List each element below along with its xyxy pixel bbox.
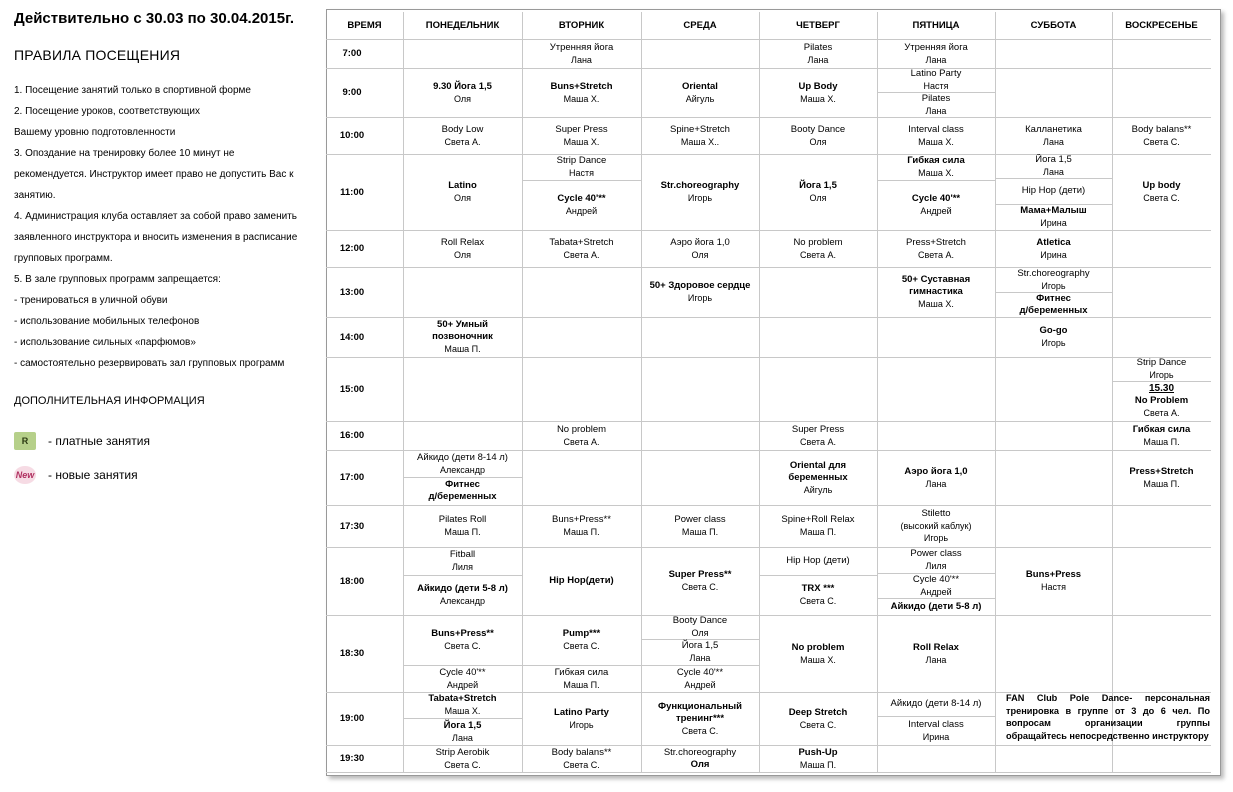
class-name: Фитнес <box>1036 292 1071 304</box>
class-name-line: Оля <box>690 758 710 770</box>
class-cell <box>522 180 641 230</box>
instructor-name: Александр <box>439 464 486 475</box>
instructor-name: Оля <box>691 249 709 260</box>
instructor-name: Ирина <box>922 731 950 742</box>
instructor-name: Андрей <box>565 206 598 216</box>
class-cell <box>522 154 641 180</box>
instructor-name: Маша П. <box>681 527 719 537</box>
instructor-name: Света С. <box>681 725 719 736</box>
class-cell <box>995 204 1112 230</box>
time-label: 18:30 <box>339 648 365 659</box>
instructor-name: Света С. <box>563 641 600 651</box>
class-name: Push-Up <box>798 746 838 758</box>
instructor-name: Маша П. <box>1143 436 1180 447</box>
class-cell <box>995 178 1112 204</box>
class-name: Hip Hop (дети) <box>1021 185 1086 196</box>
rule-line: 3. Опоздание на тренировку более 10 минут не <box>14 148 235 159</box>
instructor-name: Света С. <box>444 759 481 770</box>
class-cell <box>641 267 759 317</box>
instructor-name: Маша П. <box>563 679 600 690</box>
instructor-name: Маша Х. <box>444 706 481 716</box>
instructor-name: Оля <box>453 93 472 104</box>
class-name: Press+Stretch <box>906 236 966 248</box>
time-label: 7:00 <box>342 48 362 59</box>
class-name: Super Press <box>555 123 608 135</box>
class-cell <box>759 692 877 745</box>
class-name: Функциональный <box>658 700 742 712</box>
class-cell <box>995 317 1112 357</box>
class-cell <box>877 180 995 230</box>
class-name: Up body <box>1142 180 1181 191</box>
class-name: Айкидо (дети 5-8 л) <box>890 600 982 612</box>
column-header: ПОНЕДЕЛЬНИК <box>425 20 500 31</box>
class-cell <box>403 575 522 615</box>
class-name: Hip Hop(дети) <box>549 575 614 586</box>
class-name: Power class <box>674 514 726 525</box>
instructor-name: Оля <box>691 628 709 638</box>
class-name: 9.30 Йога 1,5 <box>433 80 492 92</box>
instructor-name: Маша Х. <box>918 299 954 309</box>
class-name-line: тренинг*** <box>675 712 725 724</box>
rule-line: 4. Администрация клуба оставляет за собой право заменить <box>14 211 297 222</box>
class-name: Latino Party <box>910 68 962 79</box>
class-cell <box>641 117 759 154</box>
class-cell <box>522 39 641 68</box>
class-name: TRX *** <box>801 583 835 594</box>
rule-line: - самостоятельно резервировать зал групповых программ <box>14 358 285 369</box>
class-name: Йога 1,5 <box>681 640 719 651</box>
instructor-name: Лана <box>571 54 592 65</box>
class-name: 15.30 <box>1148 383 1175 394</box>
class-cell <box>403 154 522 230</box>
class-cell <box>403 547 522 575</box>
time-label: 19:30 <box>339 753 365 764</box>
class-name: Йога 1,5 <box>799 180 837 191</box>
class-name: Str.choreography <box>663 746 737 758</box>
class-cell <box>759 39 877 68</box>
class-cell <box>641 505 759 547</box>
instructor-name: Маша Х. <box>563 136 600 147</box>
class-cell <box>403 615 522 665</box>
class-cell <box>877 615 995 692</box>
time-label: 16:00 <box>339 430 365 441</box>
instructor-name: Света А. <box>563 249 600 260</box>
class-name: Buns+Press** <box>552 514 611 525</box>
class-name: 50+ Умный <box>437 319 488 330</box>
class-cell <box>877 573 995 598</box>
paid-class-icon: R <box>14 432 36 450</box>
class-cell <box>403 505 522 547</box>
class-cell <box>522 117 641 154</box>
class-name-line: д/беременных <box>428 491 497 502</box>
class-name: Booty Dance <box>672 615 728 626</box>
class-name: Cycle 40'** <box>676 666 724 678</box>
time-label: 17:00 <box>339 472 365 483</box>
class-name: Stiletto <box>921 508 951 519</box>
class-cell <box>403 665 522 692</box>
class-name: Buns+Press <box>1025 569 1082 580</box>
class-name: Press+Stretch <box>1129 465 1194 477</box>
class-name: Cycle 40'** <box>439 666 486 678</box>
class-name: Strip Aerobik <box>435 746 490 758</box>
class-name: Power class <box>910 548 962 559</box>
class-cell <box>759 117 877 154</box>
instructor-name: Ирина <box>1040 218 1067 228</box>
instructor-name: Маша П. <box>444 527 481 537</box>
class-name: Pump*** <box>562 628 601 639</box>
class-name: Go-go <box>1039 325 1068 336</box>
class-cell <box>877 230 995 267</box>
instructor-name: Маша П. <box>799 759 837 770</box>
class-cell <box>403 477 522 505</box>
instructor-name: Айгуль <box>685 93 715 104</box>
class-name: Утренняя йога <box>549 41 614 53</box>
class-name: Аэро йога 1,0 <box>904 465 968 477</box>
instructor-name: Маша Х. <box>563 93 600 104</box>
class-name: Latino <box>448 180 477 191</box>
time-label: 9:00 <box>342 87 362 98</box>
time-label: 11:00 <box>340 186 364 198</box>
instructor-name: Света А. <box>800 436 836 447</box>
class-cell <box>759 154 877 230</box>
instructor-name: Маша Х. <box>918 136 954 147</box>
class-cell <box>759 745 877 772</box>
instructor-name: Игорь <box>1149 370 1174 380</box>
instructor-name: Лана <box>1043 167 1064 177</box>
class-name: Body balans** <box>1131 123 1192 135</box>
class-cell <box>995 547 1112 615</box>
class-cell <box>759 505 877 547</box>
instructor-name: Маша Х. <box>800 93 836 104</box>
class-name: Айкидо (дети 5-8 л) <box>417 583 508 594</box>
class-cell <box>877 716 995 745</box>
instructor-name: Игорь <box>1041 338 1066 348</box>
class-cell <box>995 230 1112 267</box>
class-name: Гибкая сила <box>554 666 609 678</box>
class-name: Pilates Roll <box>438 514 487 525</box>
instructor-name: Света А. <box>800 249 836 260</box>
instructor-name: Оля <box>453 249 472 260</box>
class-cell <box>759 421 877 450</box>
class-cell <box>759 450 877 505</box>
instructor-name: (высокий каблук) <box>900 521 972 531</box>
class-name-line: No Problem <box>1134 395 1189 406</box>
instructor-name: Света С. <box>799 596 837 606</box>
class-cell <box>759 230 877 267</box>
time-label: 18:00 <box>339 575 365 587</box>
rules-heading: ПРАВИЛА ПОСЕЩЕНИЯ <box>14 47 181 63</box>
column-header: ЧЕТВЕРГ <box>796 20 840 31</box>
class-name: No problem <box>791 641 845 653</box>
instructor-name: Лана <box>925 654 947 665</box>
class-name: Super Press <box>791 423 845 435</box>
class-cell <box>877 505 995 547</box>
class-name: Oriental для <box>789 459 847 471</box>
class-name: Buns+Stretch <box>550 80 613 92</box>
rule-line: групповых программ. <box>14 253 113 264</box>
class-cell <box>877 154 995 180</box>
instructor-name: Света С. <box>563 759 600 770</box>
class-name: Tabata+Stretch <box>428 693 497 704</box>
instructor-name: Маша Х.. <box>680 136 720 147</box>
class-cell <box>403 230 522 267</box>
class-cell <box>403 745 522 772</box>
class-cell <box>522 230 641 267</box>
rule-line: 2. Посещение уроков, соответствующих <box>14 106 200 117</box>
column-header: СРЕДА <box>683 20 717 31</box>
class-name: Йога 1,5 <box>1035 154 1072 165</box>
class-name: Up Body <box>798 80 838 92</box>
instructor-name: Лана <box>807 54 829 65</box>
instructor-name: Света С. <box>681 582 719 592</box>
class-name: Spine+Roll Relax <box>781 514 855 525</box>
class-name: Йога 1,5 <box>443 719 482 731</box>
class-cell <box>877 267 995 317</box>
instructor-name: Игорь <box>687 293 713 303</box>
time-label: 19:00 <box>339 713 365 724</box>
class-name: Deep Stretch <box>788 706 848 718</box>
class-name: Pilates <box>803 41 833 53</box>
class-name: Body Low <box>441 123 484 135</box>
class-cell <box>522 68 641 117</box>
class-cell <box>995 267 1112 292</box>
class-name: Айкидо (дети 8-14 л) <box>890 698 982 709</box>
column-header: ВРЕМЯ <box>347 20 382 31</box>
rule-line: 5. В зале групповых программ запрещается: <box>14 274 221 285</box>
instructor-name: Лана <box>925 54 947 65</box>
class-name: Калланетика <box>1025 123 1082 135</box>
instructor-name: Маша П. <box>799 527 837 537</box>
instructor-name: Лана <box>1043 136 1064 147</box>
paid-class-label: - платные занятия <box>48 434 150 448</box>
class-cell <box>877 692 995 716</box>
rule-line: - тренироваться в уличной обуви <box>14 295 168 306</box>
column-header: ВОСКРЕСЕНЬЕ <box>1125 20 1198 31</box>
class-cell <box>995 154 1112 178</box>
instructor-name: Настя <box>923 81 949 91</box>
instructor-name: Маша Х. <box>800 654 836 665</box>
class-cell <box>759 547 877 575</box>
class-name: Фитнес <box>445 479 480 490</box>
rule-line: Вашему уровню подготовленности <box>14 127 176 138</box>
class-name: Super Press** <box>668 569 732 580</box>
instructor-name: Света С. <box>1143 136 1180 147</box>
class-name: Roll Relax <box>913 641 959 653</box>
column-header: СУББОТА <box>1030 20 1077 31</box>
class-cell <box>1112 381 1211 421</box>
class-name: Atletica <box>1036 236 1071 248</box>
class-cell <box>877 68 995 92</box>
class-cell <box>995 117 1112 154</box>
class-cell <box>877 450 995 505</box>
class-cell <box>403 718 522 745</box>
instructor-name: Света С. <box>799 719 837 730</box>
class-cell <box>403 317 522 357</box>
class-name: Аэро йога 1,0 <box>670 236 730 248</box>
class-name: Body balans** <box>551 746 612 758</box>
class-cell <box>1112 117 1211 154</box>
class-name: Pilates <box>921 92 951 104</box>
class-cell <box>522 421 641 450</box>
class-name: Latino Party <box>554 706 609 718</box>
class-name: Strip Dance <box>556 155 607 166</box>
time-label: 17:30 <box>339 520 365 532</box>
class-name-line: гимнастика <box>909 286 963 297</box>
class-cell <box>877 117 995 154</box>
instructor-name: Света С. <box>444 641 481 651</box>
fan-club-note: FAN Club Pole Dance- персональная тренировка в группе от 3 до 6 чел. По вопросам организации группы обращайтесь непосредственно инструктору <box>1006 693 1210 741</box>
class-cell <box>641 230 759 267</box>
rule-line: 1. Посещение занятий только в спортивной форме <box>14 85 251 96</box>
class-name: Str.choreography <box>1017 267 1090 279</box>
time-label: 13:00 <box>339 286 365 298</box>
class-name: Мама+Малыш <box>1020 205 1087 216</box>
instructor-name: Андрей <box>920 586 952 597</box>
rule-line: - использование сильных «парфюмов» <box>14 337 196 348</box>
instructor-name: Лана <box>925 478 947 489</box>
class-name: Interval class <box>908 123 964 135</box>
class-cell <box>522 665 641 692</box>
instructor-name: Маша П. <box>563 527 600 537</box>
class-name: Гибкая сила <box>907 155 965 166</box>
instructor-name: Света А. <box>1143 408 1180 418</box>
time-label: 12:00 <box>339 243 365 254</box>
class-name-line: позвоночник <box>432 331 493 342</box>
class-cell <box>877 39 995 68</box>
class-cell <box>403 117 522 154</box>
column-header: ПЯТНИЦА <box>912 20 960 31</box>
class-cell <box>759 575 877 615</box>
class-cell <box>403 692 522 718</box>
class-cell <box>522 692 641 745</box>
instructor-name: Лана <box>689 653 711 663</box>
class-cell <box>995 292 1112 317</box>
instructor-name: Света С. <box>1143 193 1180 203</box>
class-name-line: д/беременных <box>1019 304 1088 316</box>
instructor-name: Игорь <box>923 533 949 543</box>
time-label: 14:00 <box>339 331 365 343</box>
instructor-name: Александр <box>439 596 486 606</box>
rule-line: занятию. <box>14 190 56 201</box>
class-cell <box>641 665 759 692</box>
class-name: Fitball <box>449 549 476 560</box>
class-cell <box>641 639 759 665</box>
instructor-name: Лиля <box>451 562 474 572</box>
class-name: Cycle 40'** <box>557 193 606 204</box>
instructor-name: Настя <box>1040 582 1066 592</box>
instructor-name: Настя <box>568 168 594 178</box>
class-cell <box>1112 154 1211 230</box>
instructor-name: Света А. <box>918 249 954 260</box>
column-header: ВТОРНИК <box>558 20 605 31</box>
class-cell <box>1112 421 1211 450</box>
class-cell <box>641 692 759 745</box>
class-cell <box>759 68 877 117</box>
instructor-name: Айгуль <box>803 484 833 495</box>
instructor-name: Лана <box>452 732 473 743</box>
class-cell <box>522 505 641 547</box>
class-name: Tabata+Stretch <box>549 236 614 248</box>
rule-line: рекомендуется. Инструктор имеет право не допустить Вас к <box>14 169 294 180</box>
class-cell <box>403 68 522 117</box>
instructor-name: Маша П. <box>1143 478 1180 489</box>
class-name: No problem <box>793 236 843 248</box>
class-name-line: беременных <box>788 471 848 483</box>
class-cell <box>522 547 641 615</box>
instructor-name: Игорь <box>1041 280 1066 291</box>
class-name: Айкидо (дети 8-14 л) <box>417 451 508 463</box>
class-name: Cycle 40'** <box>911 193 961 204</box>
new-class-label: - новые занятия <box>48 468 138 482</box>
rule-line: заявленного инструктора и вносить изменения в расписание <box>14 232 298 243</box>
instructor-name: Маша Х. <box>918 168 954 178</box>
class-cell <box>877 547 995 573</box>
class-name: Spine+Stretch <box>670 123 730 135</box>
instructor-name: Оля <box>809 136 827 147</box>
instructor-name: Лиля <box>925 561 947 571</box>
instructor-name: Света А. <box>563 436 600 447</box>
class-cell <box>641 68 759 117</box>
class-name: 50+ Суставная <box>901 274 971 285</box>
class-cell <box>641 154 759 230</box>
instructor-name: Света А. <box>444 136 481 147</box>
instructor-name: Маша П. <box>444 344 481 354</box>
class-name: Hip Hop (дети) <box>786 555 850 566</box>
class-cell <box>877 598 995 615</box>
class-cell <box>522 745 641 772</box>
additional-info-heading: ДОПОЛНИТЕЛЬНАЯ ИНФОРМАЦИЯ <box>14 395 205 407</box>
class-name: Гибкая сила <box>1132 423 1191 435</box>
class-name: Buns+Press** <box>431 628 494 639</box>
instructor-name: Андрей <box>684 679 716 690</box>
class-name: Strip Dance <box>1136 357 1187 368</box>
class-cell <box>877 92 995 117</box>
class-name: Roll Relax <box>440 236 485 248</box>
class-name: Утренняя йога <box>904 41 968 53</box>
validity-title: Действительно с 30.03 по 30.04.2015г. <box>14 10 294 27</box>
instructor-name: Ирина <box>1040 249 1067 260</box>
time-label: 10:00 <box>339 130 365 141</box>
class-name: Interval class <box>908 718 964 730</box>
instructor-name: Игорь <box>687 193 713 203</box>
instructor-name: Лана <box>925 105 947 116</box>
time-label: 15:00 <box>339 383 365 395</box>
class-cell <box>1112 357 1211 381</box>
class-name: 50+ Здоровое сердце <box>649 280 751 291</box>
class-cell <box>522 615 641 665</box>
instructor-name: Игорь <box>569 719 594 730</box>
rule-line: - использование мобильных телефонов <box>14 316 200 327</box>
class-name: Cycle 40'** <box>912 573 960 585</box>
class-cell <box>641 745 759 772</box>
class-name: Booty Dance <box>790 123 846 135</box>
instructor-name: Андрей <box>446 679 479 690</box>
class-cell <box>1112 450 1211 505</box>
class-cell <box>759 615 877 692</box>
class-cell <box>641 547 759 615</box>
class-name: Oriental <box>682 80 718 92</box>
class-cell <box>403 450 522 477</box>
new-class-icon: New <box>14 466 36 484</box>
class-name: Str.choreography <box>660 180 740 191</box>
instructor-name: Оля <box>453 193 472 203</box>
class-name: No problem <box>556 423 607 435</box>
class-cell <box>641 615 759 639</box>
instructor-name: Оля <box>809 193 827 203</box>
instructor-name: Андрей <box>920 206 952 216</box>
